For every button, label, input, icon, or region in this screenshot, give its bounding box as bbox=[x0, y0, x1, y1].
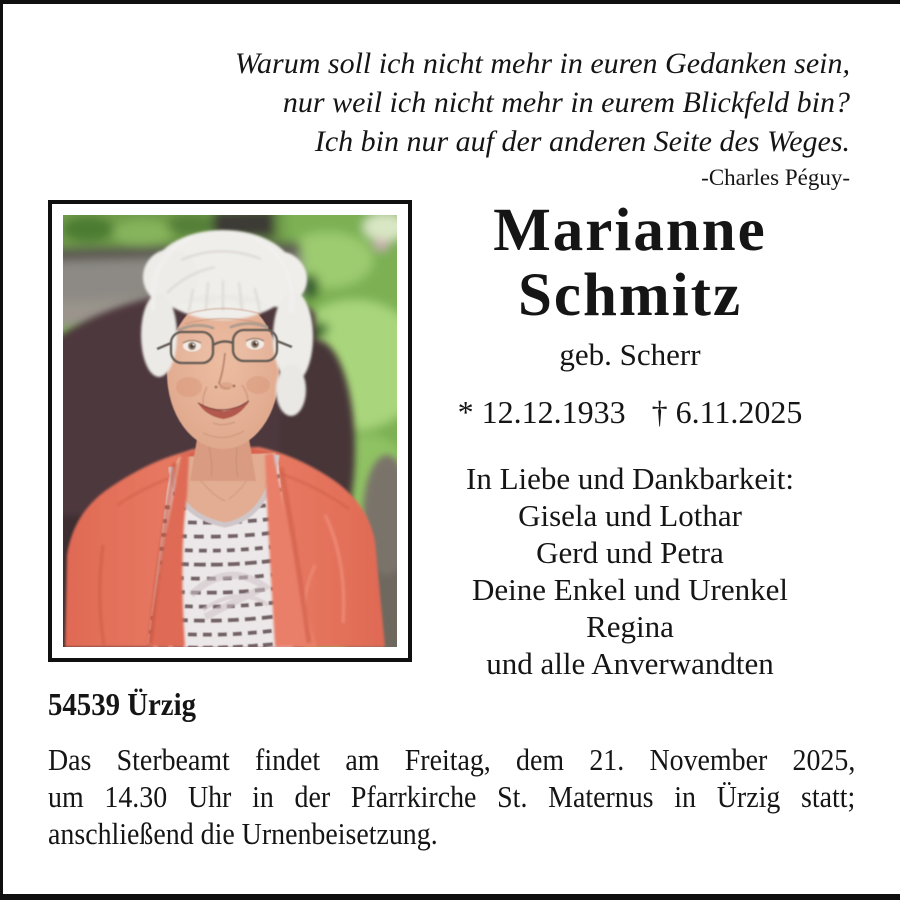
quote-line-2: nur weil ich nicht mehr in eurem Blickfeld bin? bbox=[282, 86, 850, 119]
mourner-line: Deine Enkel und Urenkel bbox=[472, 572, 788, 607]
life-dates bbox=[410, 394, 850, 430]
photo-frame bbox=[48, 200, 412, 662]
tribute-intro: In Liebe und Dankbarkeit: bbox=[466, 461, 794, 496]
memorial-block bbox=[410, 198, 850, 682]
quote-line-1: Warum soll ich nicht mehr in euren Gedanken sein, bbox=[234, 47, 850, 80]
deceased-last-name: Schmitz bbox=[517, 262, 743, 329]
mourner-line: Gisela und Lothar bbox=[518, 498, 742, 533]
scan-edge-top bbox=[0, 0, 900, 4]
quote-attribution: -Charles Péguy- bbox=[701, 165, 850, 190]
mourner-line: Gerd und Petra bbox=[536, 535, 724, 570]
announcement-line: Das Sterbeamt findet am Freitag, dem 21. November 2025, bbox=[48, 742, 856, 777]
quote-line-3: Ich bin nur auf der anderen Seite des Weges. bbox=[314, 125, 850, 158]
portrait-photo bbox=[63, 215, 397, 647]
announcement-line: anschließend die Urnenbeisetzung. bbox=[48, 816, 438, 851]
scan-edge-left bbox=[0, 0, 3, 900]
announcement-line: um 14.30 Uhr in der Pfarrkirche St. Maternus in Ürzig statt; bbox=[48, 779, 856, 814]
deceased-first-name: Marianne bbox=[493, 197, 767, 264]
maiden-name: geb. Scherr bbox=[559, 337, 701, 372]
scan-edge-bottom bbox=[0, 894, 900, 900]
mourner-line: und alle Anverwandten bbox=[486, 646, 774, 681]
mourner-line: Regina bbox=[586, 609, 674, 644]
birth-date: * 12.12.1933 bbox=[457, 394, 626, 430]
memorial-quote bbox=[235, 44, 850, 191]
location: 54539 Ürzig bbox=[48, 686, 196, 722]
funeral-announcement bbox=[48, 741, 855, 852]
death-date: † 6.11.2025 bbox=[651, 394, 803, 430]
